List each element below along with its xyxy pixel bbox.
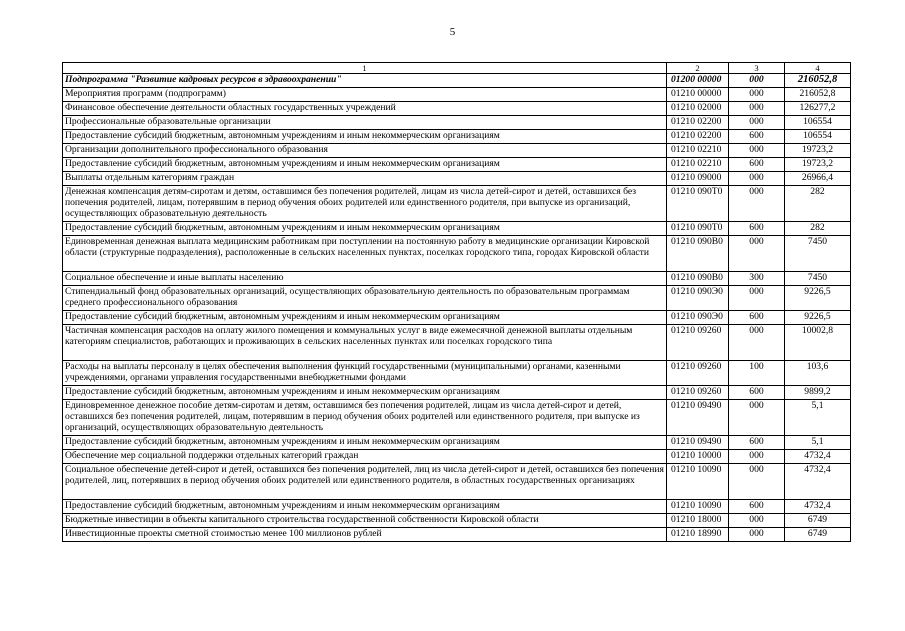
table-row: [63, 386, 851, 400]
row-amount-cell: 6749: [785, 528, 851, 542]
row-type-cell: 000: [729, 400, 785, 436]
row-code-cell: 01210 10090: [667, 500, 729, 514]
row-name-cell: Выплаты отдельным категориям граждан: [63, 172, 667, 186]
row-amount-cell: 106554: [785, 116, 851, 130]
row-amount-cell: 9226,5: [785, 286, 851, 311]
row-type-cell: 600: [729, 436, 785, 450]
row-name-cell: Стипендиальный фонд образовательных организаций, осуществляющих образовательную деятельность по образовательным программам среднего профессионального образования: [63, 286, 667, 311]
row-amount-cell: 9899,2: [785, 386, 851, 400]
row-name-cell: Социальное обеспечение детей-сирот и детей, оставшихся без попечения родителей, лиц из числа детей-сирот и детей, оставшихся без попечения родителей, лиц, потерявших в период обучения обоих родителей или единственного родителя, в областных государственных организациях: [63, 464, 667, 500]
table-row: [63, 222, 851, 236]
row-amount-cell: 216052,8: [785, 88, 851, 102]
row-code-cell: 01210 02200: [667, 116, 729, 130]
table-row: [63, 130, 851, 144]
row-code-cell: 01210 090Э0: [667, 311, 729, 325]
row-code-cell: 01210 02210: [667, 158, 729, 172]
row-name-cell: Организации дополнительного профессионального образования: [63, 144, 667, 158]
row-code-cell: 01210 18990: [667, 528, 729, 542]
row-type-cell: 000: [729, 172, 785, 186]
row-code-cell: 01210 09260: [667, 325, 729, 361]
table-header-row: [63, 63, 851, 74]
row-name-cell: Предоставление субсидий бюджетным, автономным учреждениям и иным некоммерческим организациям: [63, 130, 667, 144]
row-code-cell: 01210 09490: [667, 436, 729, 450]
row-type-cell: 000: [729, 116, 785, 130]
row-amount-cell: 126277,2: [785, 102, 851, 116]
row-type-cell: 000: [729, 186, 785, 222]
row-type-cell: 000: [729, 514, 785, 528]
row-name-cell: Подпрограмма "Развитие кадровых ресурсов в здравоохранении": [63, 74, 667, 88]
row-code-cell: 01210 09490: [667, 400, 729, 436]
row-name-cell: Частичная компенсация расходов на оплату жилого помещения и коммунальных услуг в виде ежемесячной денежной выплаты отдельным категориям специалистов, работающих и проживающих в сельских населенных пунктах или поселках городского типа: [63, 325, 667, 361]
row-type-cell: 000: [729, 74, 785, 88]
row-code-cell: 01210 10090: [667, 464, 729, 500]
table-row: [63, 464, 851, 500]
row-amount-cell: 216052,8: [785, 74, 851, 88]
row-amount-cell: 19723,2: [785, 158, 851, 172]
row-type-cell: 600: [729, 130, 785, 144]
table-row: [63, 186, 851, 222]
column-header-2: 2: [667, 63, 729, 74]
row-code-cell: 01210 02210: [667, 144, 729, 158]
row-amount-cell: 10002,8: [785, 325, 851, 361]
row-amount-cell: 26966,4: [785, 172, 851, 186]
table-row: [63, 436, 851, 450]
row-code-cell: 01200 00000: [667, 74, 729, 88]
column-header-3: 3: [729, 63, 785, 74]
row-type-cell: 000: [729, 88, 785, 102]
row-name-cell: Бюджетные инвестиции в объекты капитального строительства государственной собственности Кировской области: [63, 514, 667, 528]
row-code-cell: 01210 090В0: [667, 272, 729, 286]
row-code-cell: 01210 02200: [667, 130, 729, 144]
row-name-cell: Денежная компенсация детям-сиротам и детям, оставшимся без попечения родителей, лицам из числа детей-сирот и детей, оставшихся без попечения родителей, лицам, потерявшим в период обучения обоих родителей или единственного родителя, при выпуске из организаций, осуществляющих образовательную деятельность: [63, 186, 667, 222]
row-code-cell: 01210 09260: [667, 361, 729, 386]
row-type-cell: 600: [729, 222, 785, 236]
row-type-cell: 600: [729, 311, 785, 325]
row-amount-cell: 103,6: [785, 361, 851, 386]
row-name-cell: Предоставление субсидий бюджетным, автономным учреждениям и иным некоммерческим организациям: [63, 158, 667, 172]
table-row: [63, 514, 851, 528]
table-row: [63, 400, 851, 436]
row-name-cell: Социальное обеспечение и иные выплаты населению: [63, 272, 667, 286]
table-row: [63, 88, 851, 102]
table-row: [63, 272, 851, 286]
table-row: [63, 528, 851, 542]
row-amount-cell: 282: [785, 186, 851, 222]
row-type-cell: 600: [729, 500, 785, 514]
row-name-cell: Мероприятия программ (подпрограмм): [63, 88, 667, 102]
row-type-cell: 000: [729, 325, 785, 361]
row-amount-cell: 282: [785, 222, 851, 236]
row-type-cell: 000: [729, 450, 785, 464]
row-type-cell: 000: [729, 286, 785, 311]
row-amount-cell: 6749: [785, 514, 851, 528]
row-name-cell: Расходы на выплаты персоналу в целях обеспечения выполнения функций государственными (муниципальными) органами, казенными учреждениями, органами управления государственными внебюджетными фондами: [63, 361, 667, 386]
row-amount-cell: 7450: [785, 272, 851, 286]
row-code-cell: 01210 09000: [667, 172, 729, 186]
table-row: [63, 172, 851, 186]
table-row: [63, 361, 851, 386]
row-code-cell: 01210 090Э0: [667, 286, 729, 311]
row-type-cell: 600: [729, 158, 785, 172]
table-row: [63, 116, 851, 130]
row-name-cell: Предоставление субсидий бюджетным, автономным учреждениям и иным некоммерческим организациям: [63, 500, 667, 514]
column-header-4: 4: [785, 63, 851, 74]
row-code-cell: 01210 18000: [667, 514, 729, 528]
row-amount-cell: 19723,2: [785, 144, 851, 158]
row-type-cell: 000: [729, 102, 785, 116]
table-row: [63, 325, 851, 361]
table-row: [63, 311, 851, 325]
row-name-cell: Обеспечение мер социальной поддержки отдельных категорий граждан: [63, 450, 667, 464]
row-code-cell: 01210 00000: [667, 88, 729, 102]
row-amount-cell: 5,1: [785, 436, 851, 450]
row-name-cell: Профессиональные образовательные организации: [63, 116, 667, 130]
column-header-1: 1: [63, 63, 667, 74]
row-name-cell: Предоставление субсидий бюджетным, автономным учреждениям и иным некоммерческим организациям: [63, 222, 667, 236]
budget-table: [62, 62, 851, 542]
table-row: [63, 236, 851, 272]
row-type-cell: 600: [729, 386, 785, 400]
row-amount-cell: 9226,5: [785, 311, 851, 325]
row-name-cell: Финансовое обеспечение деятельности областных государственных учреждений: [63, 102, 667, 116]
row-type-cell: 000: [729, 528, 785, 542]
row-code-cell: 01210 090Т0: [667, 186, 729, 222]
row-name-cell: Предоставление субсидий бюджетным, автономным учреждениям и иным некоммерческим организациям: [63, 386, 667, 400]
table-row: [63, 450, 851, 464]
table-row: [63, 102, 851, 116]
row-code-cell: 01210 090В0: [667, 236, 729, 272]
row-amount-cell: 4732,4: [785, 464, 851, 500]
row-amount-cell: 4732,4: [785, 500, 851, 514]
row-type-cell: 100: [729, 361, 785, 386]
row-code-cell: 01210 090Т0: [667, 222, 729, 236]
row-name-cell: Предоставление субсидий бюджетным, автономным учреждениям и иным некоммерческим организациям: [63, 436, 667, 450]
table-row: [63, 74, 851, 88]
page-number: 5: [449, 26, 456, 38]
table-row: [63, 500, 851, 514]
row-name-cell: Инвестиционные проекты сметной стоимостью менее 100 миллионов рублей: [63, 528, 667, 542]
row-amount-cell: 106554: [785, 130, 851, 144]
row-name-cell: Предоставление субсидий бюджетным, автономным учреждениям и иным некоммерческим организациям: [63, 311, 667, 325]
row-name-cell: Единовременное денежное пособие детям-сиротам и детям, оставшимся без попечения родителей, лицам из числа детей-сирот и детей, оставшихся без попечения родителей, лицам, потерявшим в период обучения обоих родителей или единственного родителя, при выпуске из организаций, осуществляющих образовательную деятельность: [63, 400, 667, 436]
table-row: [63, 286, 851, 311]
row-type-cell: 000: [729, 144, 785, 158]
row-code-cell: 01210 09260: [667, 386, 729, 400]
row-amount-cell: 4732,4: [785, 450, 851, 464]
row-code-cell: 01210 02000: [667, 102, 729, 116]
row-amount-cell: 7450: [785, 236, 851, 272]
row-type-cell: 000: [729, 236, 785, 272]
table-row: [63, 158, 851, 172]
row-type-cell: 300: [729, 272, 785, 286]
row-amount-cell: 5,1: [785, 400, 851, 436]
row-code-cell: 01210 10000: [667, 450, 729, 464]
row-type-cell: 000: [729, 464, 785, 500]
table-row: [63, 144, 851, 158]
row-name-cell: Единовременная денежная выплата медицинским работникам при поступлении на постоянную работу в медицинские организации Кировской области (структурные подразделения), расположенные в сельских населенных пунктах, поселках городского типа, городах Кировской области: [63, 236, 667, 272]
